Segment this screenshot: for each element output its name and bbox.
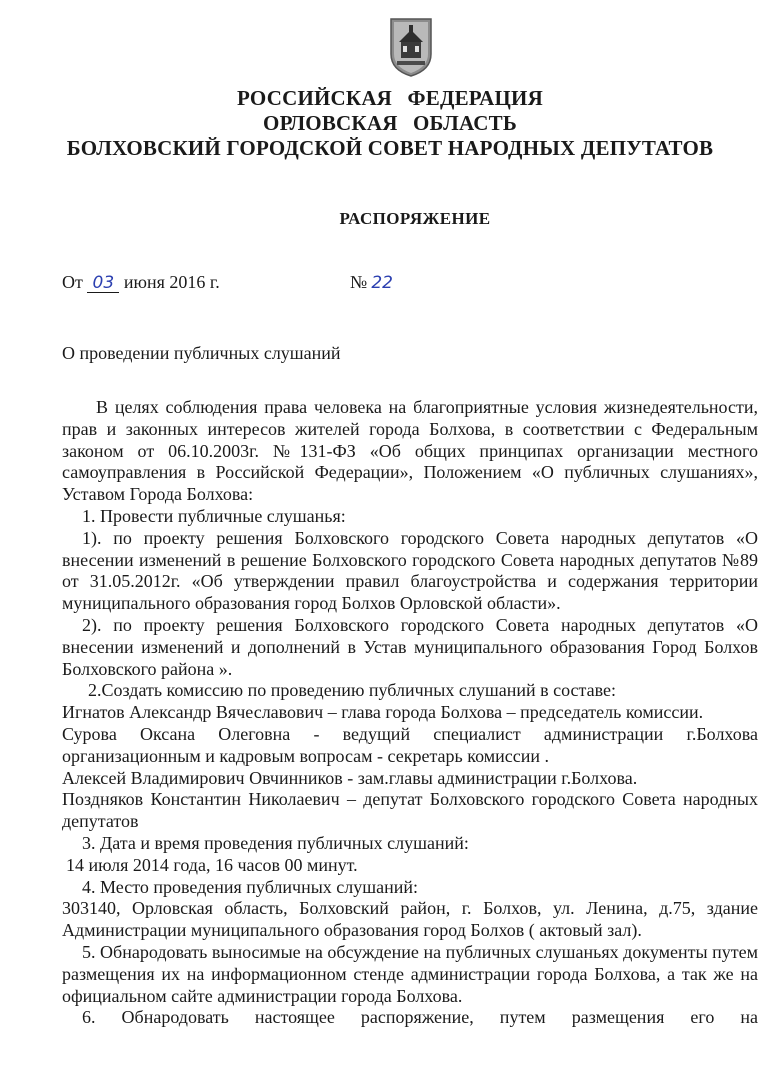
- document-type: РАСПОРЯЖЕНИЕ: [339, 209, 491, 228]
- commission-member: Поздняков Константин Николаевич – депутат Болховского городского Совета народных депутатов: [62, 789, 758, 832]
- date-prefix: От: [62, 272, 83, 292]
- document-subject: О проведении публичных слушаний: [62, 343, 341, 363]
- number-prefix: №: [350, 272, 368, 292]
- header-region: ОРЛОВСКАЯ ОБЛАСТЬ: [263, 111, 517, 135]
- item-4-heading: 4. Место проведения публичных слушаний:: [82, 876, 419, 897]
- number-handwritten: 22: [371, 273, 393, 293]
- document-number: [350, 272, 397, 293]
- item-5: 5. Обнародовать выносимые на обсуждение на публичных слушаньях документы путем размещения их на информационном стенде администрации города Болхова, а так же на официальном сайте администрации города Болхова.: [62, 941, 758, 1006]
- preamble-paragraph: В целях соблюдения права человека на благоприятные условия жизнедеятельности, прав и законных интересов жителей города Болхова, в соответствии с Федеральным законом от 06.10.2003г. №131-ФЗ «Об общих принципах организации местного самоуправления в Российской Федерации», Положением «О публичных слушаниях», Уставом Города Болхова:: [62, 397, 758, 505]
- item-1-2: 2). по проекту решения Болховского городского Совета народных депутатов «О внесении изменений и дополнений в Устав муниципального образования Город Болхов Болховского района ».: [62, 614, 758, 679]
- commission-member: Сурова Оксана Олеговна - ведущий специалист администрации г.Болхова организационным и кадровым вопросам - секретарь комиссии .: [62, 723, 758, 766]
- date-day-handwritten: 03: [87, 274, 119, 293]
- hearing-datetime: 14 июля 2014 года, 16 часов 00 минут.: [66, 854, 358, 875]
- header-country: РОССИЙСКАЯ ФЕДЕРАЦИЯ: [237, 86, 543, 110]
- item-6: 6. Обнародовать настоящее распоряжение, путем размещения его на: [82, 1007, 758, 1028]
- coat-of-arms-icon: [388, 16, 434, 78]
- commission-member: Игнатов Александр Вячеславович – глава города Болхова – председатель комиссии.: [62, 702, 704, 723]
- document-body: [62, 397, 758, 1029]
- item-1-heading: 1. Провести публичные слушанья:: [82, 505, 346, 526]
- item-2-heading: 2.Создать комиссию по проведению публичных слушаний в составе:: [88, 680, 616, 701]
- commission-member: Алексей Владимирович Овчинников - зам.главы администрации г.Болхова.: [62, 767, 638, 788]
- hearing-location: 303140, Орловская область, Болховский район, г. Болхов, ул. Ленина, д.75, здание Администрации муниципального образования город Болхов ( актовый зал).: [62, 898, 758, 941]
- item-1-1: 1). по проекту решения Болховского городского Совета народных депутатов «О внесении изменений в решение Болховского городского Совета народных депутатов №89 от 31.05.2012г. «Об утверждении правил благоустройства и содержания территории муниципального образования город Болхов Орловской области».: [62, 527, 758, 614]
- header-council: БОЛХОВСКИЙ ГОРОДСКОЙ СОВЕТ НАРОДНЫХ ДЕПУТАТОВ: [66, 136, 714, 160]
- item-3-heading: 3. Дата и время проведения публичных слушаний:: [82, 832, 469, 853]
- document-date: [62, 272, 220, 293]
- date-rest: июня 2016 г.: [123, 272, 220, 292]
